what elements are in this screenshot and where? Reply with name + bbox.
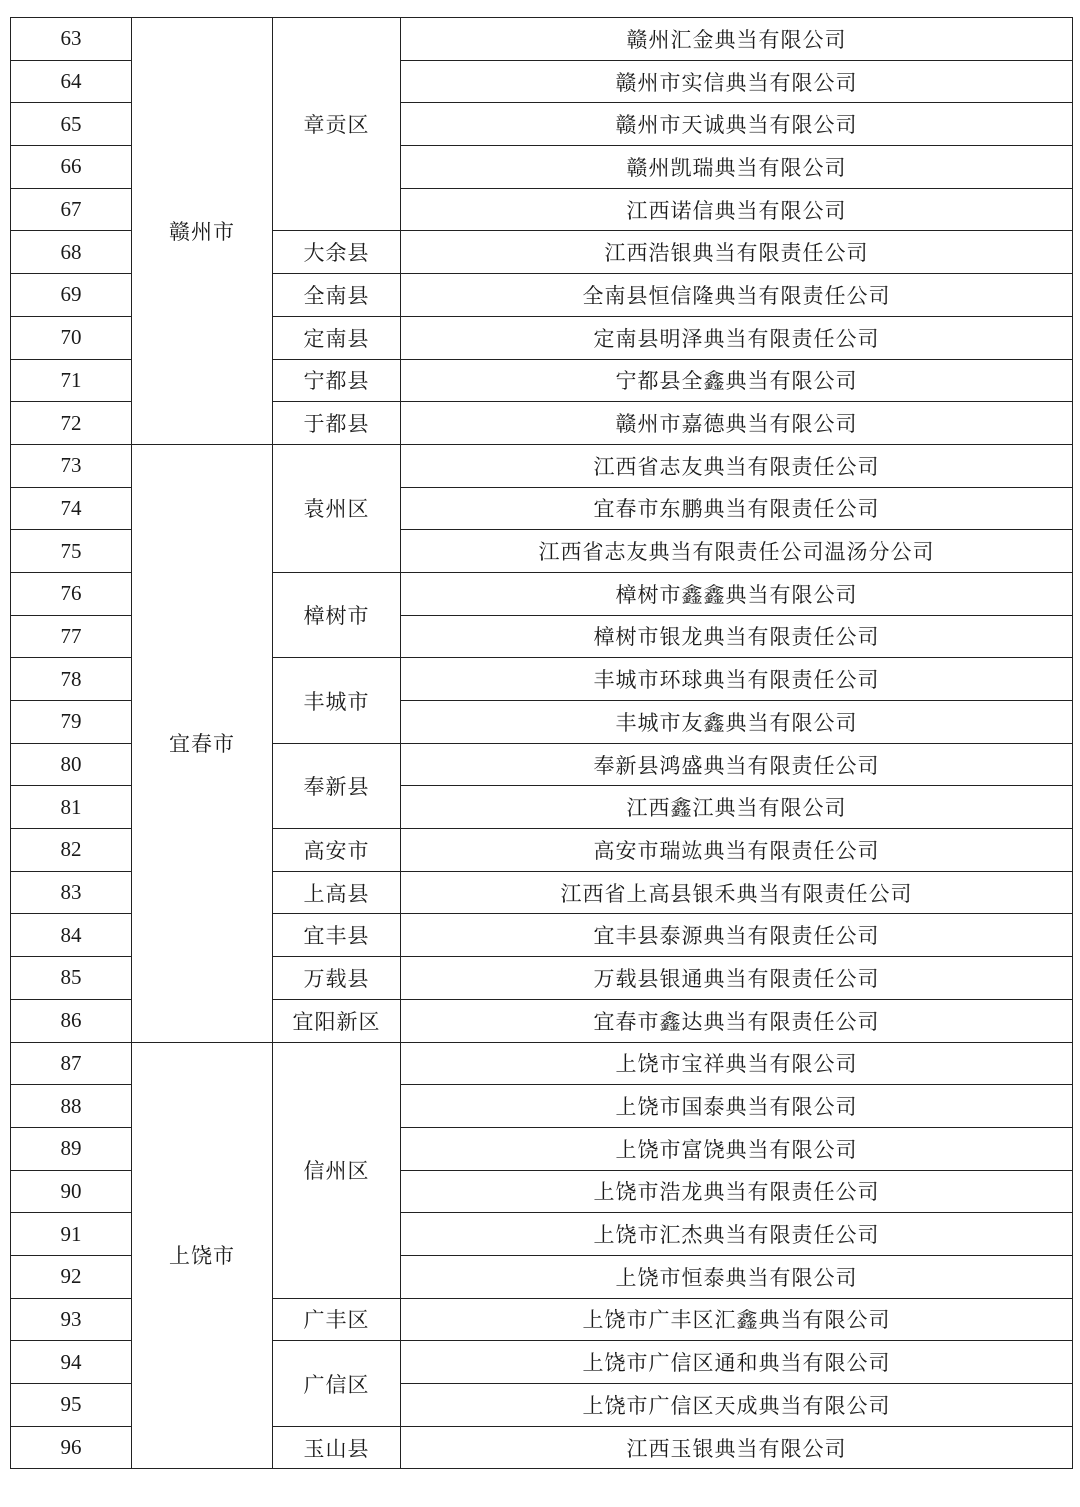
district-cell: 大余县 [273, 231, 401, 274]
company-name-cell: 宜春市东鹏典当有限责任公司 [401, 487, 1073, 530]
district-cell: 广丰区 [273, 1298, 401, 1341]
company-name-cell: 定南县明泽典当有限责任公司 [401, 316, 1073, 359]
row-number-cell: 83 [11, 871, 132, 914]
row-number-cell: 95 [11, 1384, 132, 1427]
row-number-cell: 81 [11, 786, 132, 829]
row-number-cell: 88 [11, 1085, 132, 1128]
company-name-cell: 江西诺信典当有限公司 [401, 188, 1073, 231]
company-name-cell: 宜春市鑫达典当有限责任公司 [401, 999, 1073, 1042]
company-name-cell: 上饶市国泰典当有限公司 [401, 1085, 1073, 1128]
district-cell: 定南县 [273, 316, 401, 359]
company-name-cell: 奉新县鸿盛典当有限责任公司 [401, 743, 1073, 786]
district-cell: 信州区 [273, 1042, 401, 1298]
company-name-cell: 江西鑫江典当有限公司 [401, 786, 1073, 829]
row-number-cell: 91 [11, 1213, 132, 1256]
company-name-cell: 宁都县全鑫典当有限公司 [401, 359, 1073, 402]
table-row [11, 18, 1073, 61]
company-name-cell: 江西浩银典当有限责任公司 [401, 231, 1073, 274]
district-cell: 于都县 [273, 402, 401, 445]
row-number-cell: 89 [11, 1127, 132, 1170]
company-name-cell: 赣州市嘉德典当有限公司 [401, 402, 1073, 445]
company-name-cell: 丰城市环球典当有限责任公司 [401, 658, 1073, 701]
company-name-cell: 高安市瑞竑典当有限责任公司 [401, 829, 1073, 872]
district-cell: 广信区 [273, 1341, 401, 1426]
company-name-cell: 樟树市银龙典当有限责任公司 [401, 615, 1073, 658]
row-number-cell: 70 [11, 316, 132, 359]
row-number-cell: 79 [11, 701, 132, 744]
row-number-cell: 76 [11, 572, 132, 615]
company-name-cell: 宜丰县泰源典当有限责任公司 [401, 914, 1073, 957]
company-name-cell: 江西玉银典当有限公司 [401, 1426, 1073, 1469]
district-cell: 袁州区 [273, 444, 401, 572]
row-number-cell: 67 [11, 188, 132, 231]
district-cell: 宜丰县 [273, 914, 401, 957]
company-name-cell: 赣州凯瑞典当有限公司 [401, 146, 1073, 189]
company-name-cell: 江西省志友典当有限责任公司 [401, 444, 1073, 487]
district-cell: 上高县 [273, 871, 401, 914]
row-number-cell: 87 [11, 1042, 132, 1085]
district-cell: 玉山县 [273, 1426, 401, 1469]
row-number-cell: 85 [11, 957, 132, 1000]
company-name-cell: 江西省志友典当有限责任公司温汤分公司 [401, 530, 1073, 573]
company-name-cell: 上饶市宝祥典当有限公司 [401, 1042, 1073, 1085]
company-name-cell: 全南县恒信隆典当有限责任公司 [401, 274, 1073, 317]
district-cell: 高安市 [273, 829, 401, 872]
district-cell: 宜阳新区 [273, 999, 401, 1042]
row-number-cell: 63 [11, 18, 132, 61]
company-name-cell: 上饶市汇杰典当有限责任公司 [401, 1213, 1073, 1256]
pawnshop-list-table [10, 17, 1073, 1469]
city-cell: 上饶市 [132, 1042, 273, 1469]
row-number-cell: 94 [11, 1341, 132, 1384]
company-name-cell: 上饶市广信区通和典当有限公司 [401, 1341, 1073, 1384]
company-name-cell: 丰城市友鑫典当有限公司 [401, 701, 1073, 744]
row-number-cell: 80 [11, 743, 132, 786]
company-name-cell: 万载县银通典当有限责任公司 [401, 957, 1073, 1000]
row-number-cell: 64 [11, 60, 132, 103]
row-number-cell: 90 [11, 1170, 132, 1213]
table-row [11, 444, 1073, 487]
row-number-cell: 74 [11, 487, 132, 530]
table-row [11, 1042, 1073, 1085]
company-name-cell: 上饶市富饶典当有限公司 [401, 1127, 1073, 1170]
company-name-cell: 上饶市广丰区汇鑫典当有限公司 [401, 1298, 1073, 1341]
company-name-cell: 赣州市实信典当有限公司 [401, 60, 1073, 103]
district-cell: 宁都县 [273, 359, 401, 402]
company-name-cell: 赣州市天诚典当有限公司 [401, 103, 1073, 146]
district-cell: 章贡区 [273, 18, 401, 231]
company-name-cell: 江西省上高县银禾典当有限责任公司 [401, 871, 1073, 914]
row-number-cell: 71 [11, 359, 132, 402]
company-name-cell: 樟树市鑫鑫典当有限公司 [401, 572, 1073, 615]
row-number-cell: 82 [11, 829, 132, 872]
row-number-cell: 68 [11, 231, 132, 274]
row-number-cell: 92 [11, 1255, 132, 1298]
district-cell: 奉新县 [273, 743, 401, 828]
row-number-cell: 73 [11, 444, 132, 487]
row-number-cell: 86 [11, 999, 132, 1042]
district-cell: 樟树市 [273, 572, 401, 657]
city-cell: 赣州市 [132, 18, 273, 445]
city-cell: 宜春市 [132, 444, 273, 1042]
district-cell: 丰城市 [273, 658, 401, 743]
row-number-cell: 77 [11, 615, 132, 658]
company-name-cell: 赣州汇金典当有限公司 [401, 18, 1073, 61]
row-number-cell: 69 [11, 274, 132, 317]
row-number-cell: 72 [11, 402, 132, 445]
company-name-cell: 上饶市广信区天成典当有限公司 [401, 1384, 1073, 1427]
company-name-cell: 上饶市恒泰典当有限公司 [401, 1255, 1073, 1298]
company-name-cell: 上饶市浩龙典当有限责任公司 [401, 1170, 1073, 1213]
row-number-cell: 65 [11, 103, 132, 146]
table-body [11, 18, 1073, 1469]
row-number-cell: 96 [11, 1426, 132, 1469]
row-number-cell: 93 [11, 1298, 132, 1341]
row-number-cell: 78 [11, 658, 132, 701]
district-cell: 全南县 [273, 274, 401, 317]
row-number-cell: 66 [11, 146, 132, 189]
row-number-cell: 75 [11, 530, 132, 573]
district-cell: 万载县 [273, 957, 401, 1000]
row-number-cell: 84 [11, 914, 132, 957]
